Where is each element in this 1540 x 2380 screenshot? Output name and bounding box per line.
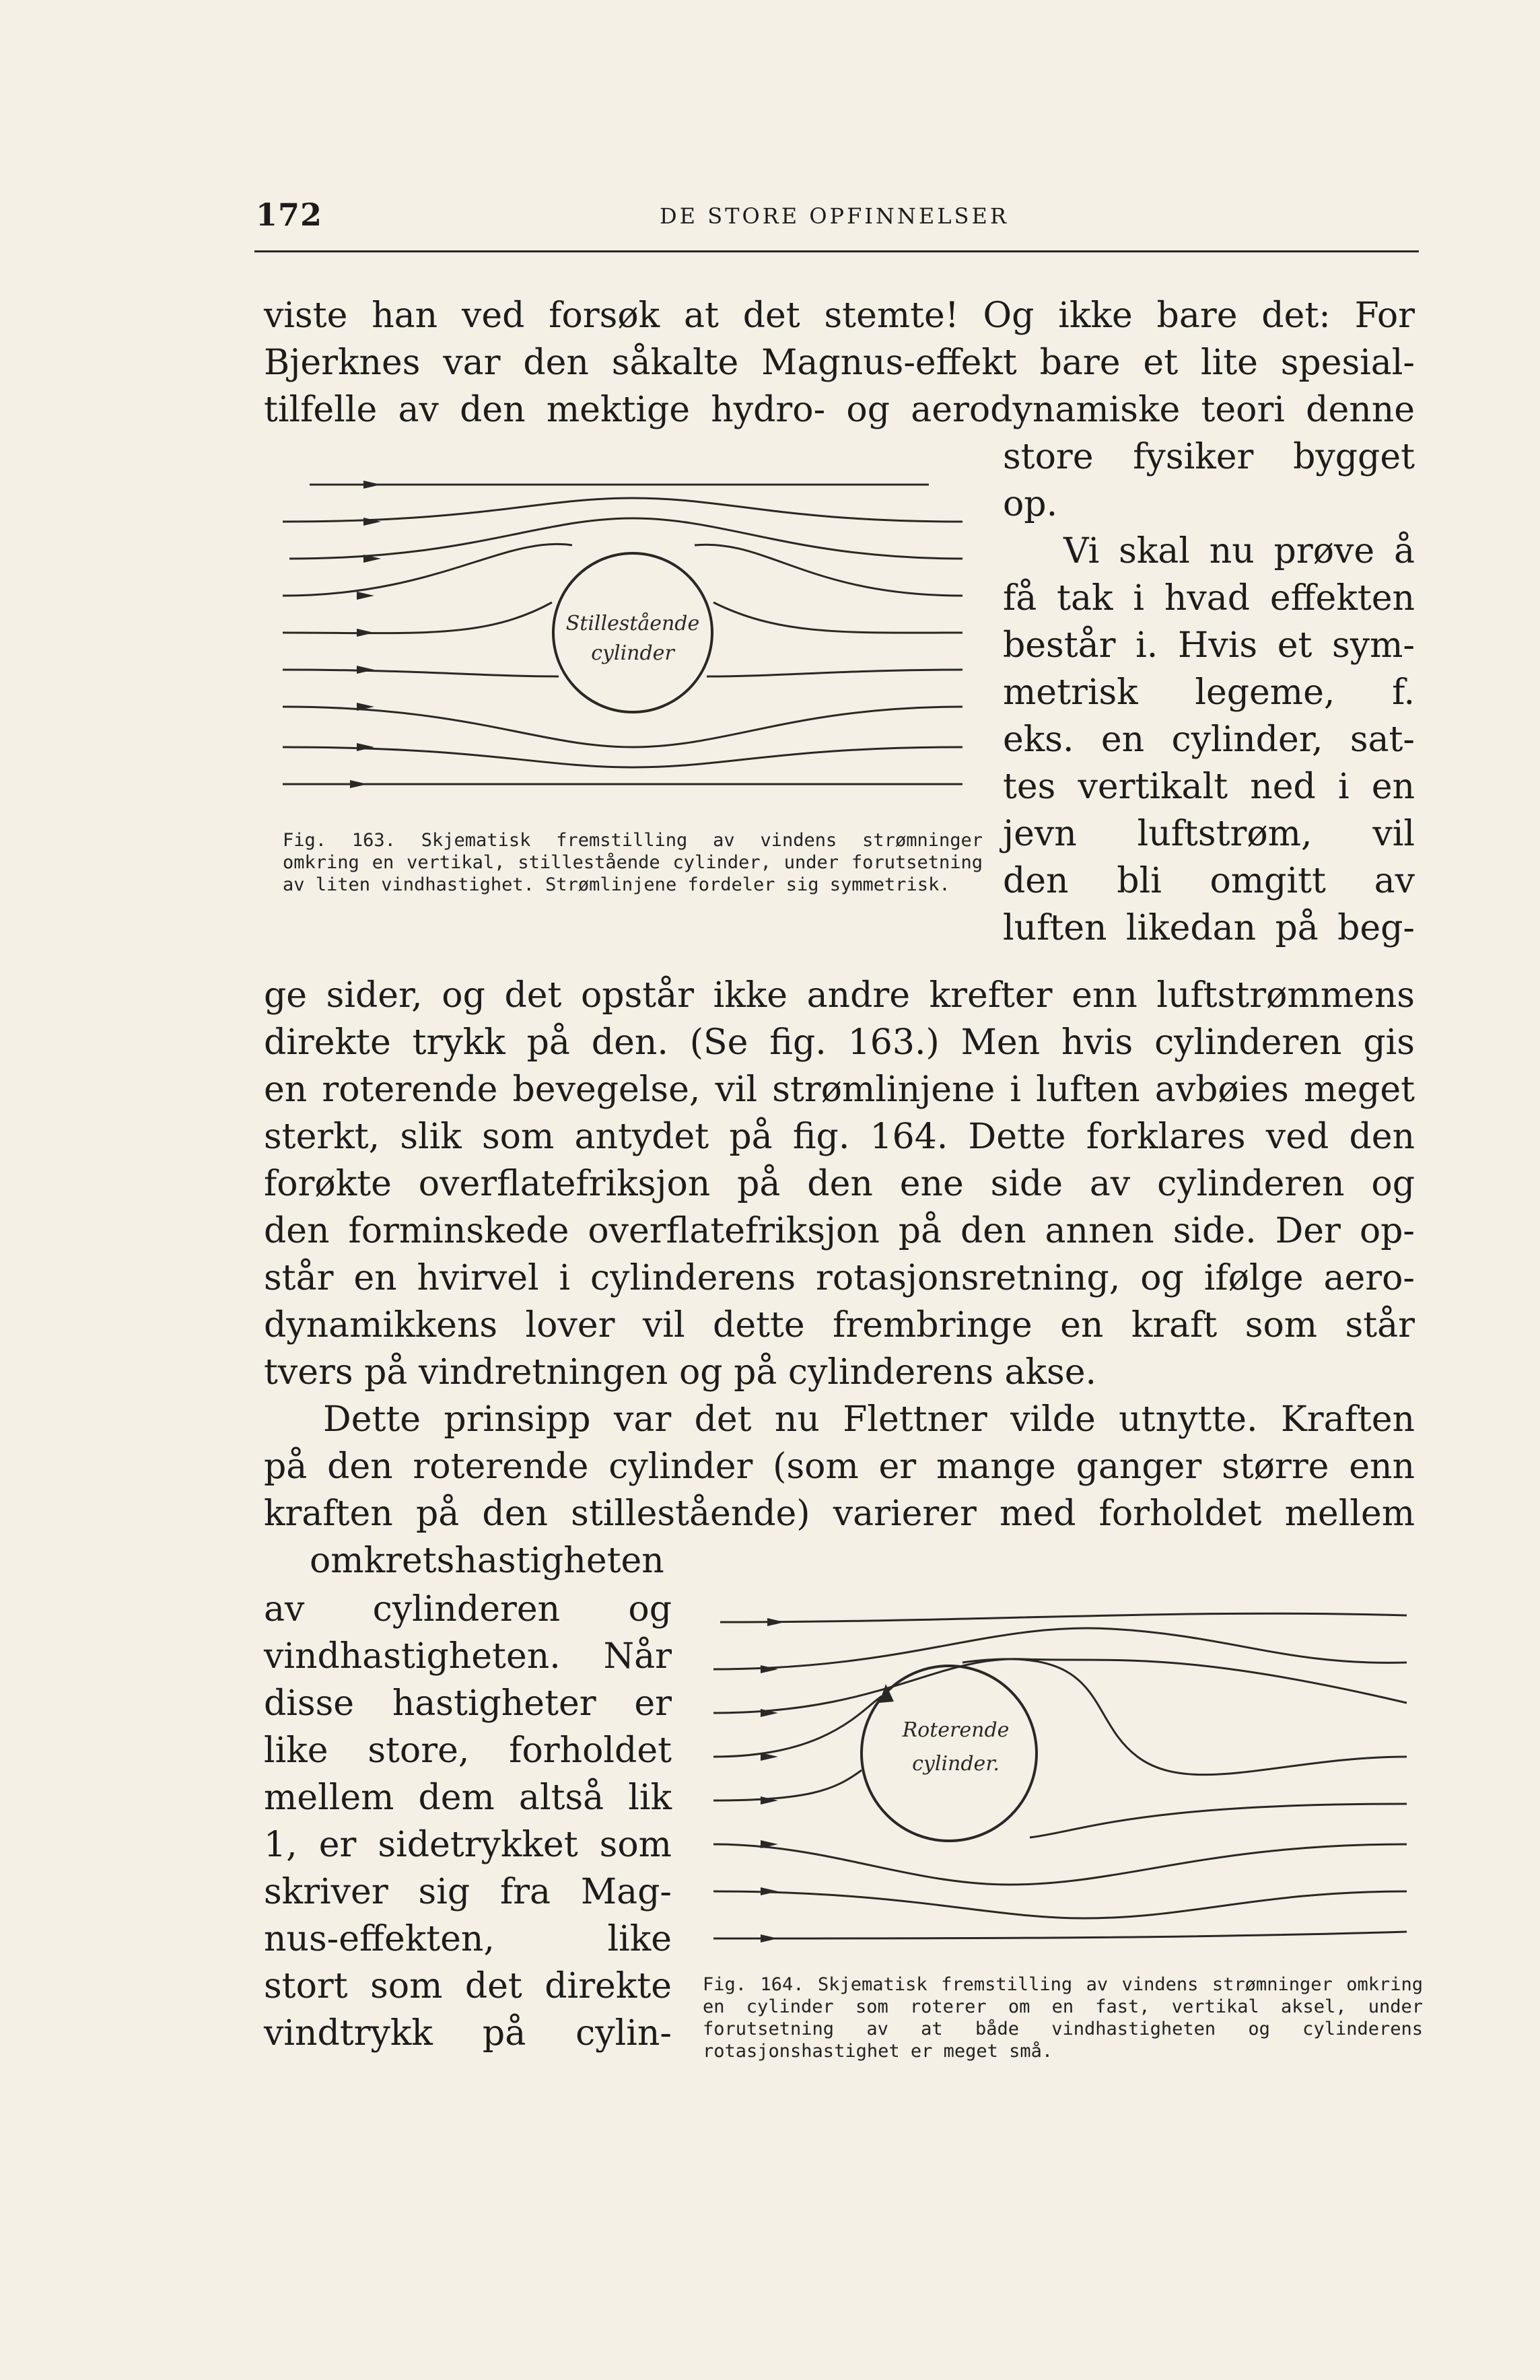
arrowhead	[761, 1753, 778, 1761]
text-line: Bjerknes var den såkalte Magnus-effekt bare et lite spesial-	[264, 343, 1415, 383]
text-line: stort som det direkte	[264, 1966, 672, 2006]
streamline-diagram	[707, 1602, 1413, 1992]
figure-164-caption: Fig. 164. Skjematisk fremstilling av vindens strømninger omkring en cylinder som roterer om en fast, vertikal aksel, under forutsetning av at både vindhastigheten og cylinderens rotasjonshastighet er meget små.	[703, 1974, 1423, 2062]
text-line: står en hvirvel i cylinderens rotasjonsretning, og ifølge aero-	[264, 1258, 1415, 1298]
cylinder-label-line2: cylinder	[591, 641, 674, 665]
streamline	[713, 1659, 1407, 1713]
text-line: få tak i hvad effekten	[1003, 578, 1415, 619]
text-line: skriver sig fra Mag-	[264, 1872, 672, 1912]
arrowhead	[761, 1665, 778, 1673]
text-line: består i. Hvis et sym-	[1003, 625, 1415, 666]
text-line: op.	[1003, 484, 1058, 524]
streamline	[720, 1613, 1407, 1622]
figure-163-stationary-cylinder	[283, 471, 983, 821]
text-line: forøkte overflatefriksjon på den ene side av cylinderen og	[264, 1164, 1415, 1204]
arrowhead	[761, 1887, 778, 1895]
streamline	[283, 670, 559, 676]
streamline-diagram	[283, 471, 983, 821]
streamline	[707, 670, 963, 676]
arrowhead	[350, 780, 368, 788]
text-line: Vi skal nu prøve å	[1063, 531, 1415, 571]
arrowhead	[363, 481, 381, 489]
figure-163-caption: Fig. 163. Skjematisk fremstilling av vindens strømninger omkring en vertikal, stillestående cylinder, under forutsetning av liten vindhastighet. Strømlinjene fordeler sig symmetrisk.	[283, 830, 983, 895]
text-line: tvers på vindretningen og på cylinderens akse.	[264, 1352, 1097, 1393]
streamline	[713, 1844, 1407, 1885]
streamline	[713, 1696, 882, 1757]
streamline	[695, 545, 963, 596]
text-line: kraften på den stillestående) varierer med forholdet mellem	[264, 1494, 1415, 1534]
text-line: dynamikkens lover vil dette frembringe en kraft som står	[264, 1305, 1415, 1345]
streamline	[713, 1628, 1407, 1669]
arrowhead	[767, 1618, 785, 1626]
running-title: DE STORE OPFINNELSER	[660, 203, 1009, 229]
text-line: på den roterende cylinder (som er mange ganger større enn	[264, 1446, 1415, 1487]
streamline	[713, 1770, 862, 1800]
text-line: jevn luftstrøm, vil	[1003, 814, 1415, 854]
arrowhead	[357, 743, 374, 751]
text-line: omkretshastigheten	[310, 1541, 664, 1581]
text-line: disse hastigheter er	[264, 1683, 672, 1724]
streamline	[713, 1891, 1407, 1918]
streamline	[713, 602, 963, 633]
text-line: nus-effekten, like	[264, 1919, 672, 1959]
text-line: vindhastigheten. Når	[264, 1636, 672, 1677]
text-line: store fysiker bygget	[1003, 437, 1415, 477]
streamline	[1030, 1804, 1407, 1838]
page-number: 172	[256, 197, 323, 233]
arrowhead	[357, 592, 374, 600]
cylinder-label-line1: Roterende	[902, 1718, 1010, 1742]
text-line: av cylinderen og	[264, 1589, 672, 1630]
streamline	[283, 602, 552, 633]
text-line: Dette prinsipp var det nu Flettner vilde utnytte. Kraften	[323, 1399, 1415, 1440]
text-line: metrisk legeme, f.	[1003, 672, 1415, 713]
cylinder-label-line2: cylinder.	[912, 1752, 1000, 1776]
arrowhead	[761, 1934, 778, 1943]
text-line: viste han ved forsøk at det stemte! Og ikke bare det: For	[264, 295, 1415, 336]
text-line: tilfelle av den mektige hydro- og aerodynamiske teori denne	[264, 390, 1415, 430]
text-line: luften likedan på beg-	[1003, 908, 1415, 948]
text-line: eks. en cylinder, sat-	[1003, 720, 1415, 760]
text-line: 1, er sidetrykket som	[264, 1825, 672, 1865]
text-line: sterkt, slik som antydet på fig. 164. Dette forklares ved den	[264, 1117, 1415, 1157]
text-line: den forminskede overflatefriksjon på den annen side. Der op-	[264, 1211, 1415, 1251]
text-line: den bli omgitt av	[1003, 861, 1415, 901]
text-line: ge sider, og det opstår ikke andre krefter enn luftstrømmens	[264, 975, 1415, 1016]
arrowhead	[357, 629, 374, 637]
streamline	[283, 544, 572, 596]
text-line: en roterende bevegelse, vil strømlinjene i luften avbøies meget	[264, 1070, 1415, 1110]
text-line: like store, forholdet	[264, 1730, 672, 1771]
cylinder-label-line1: Stillestående	[565, 612, 700, 635]
text-line: vindtrykk på cylin-	[264, 2013, 672, 2054]
text-line: direkte trykk på den. (Se fig. 163.) Men hvis cylinderen gis	[264, 1022, 1415, 1063]
text-line: tes vertikalt ned i en	[1003, 767, 1415, 807]
text-line: mellem dem altså lik	[264, 1778, 672, 1818]
streamline	[283, 747, 963, 767]
streamline	[713, 1932, 1407, 1938]
figure-164-rotating-cylinder	[707, 1602, 1413, 1992]
arrowhead	[357, 666, 374, 674]
header-rule	[254, 250, 1419, 252]
